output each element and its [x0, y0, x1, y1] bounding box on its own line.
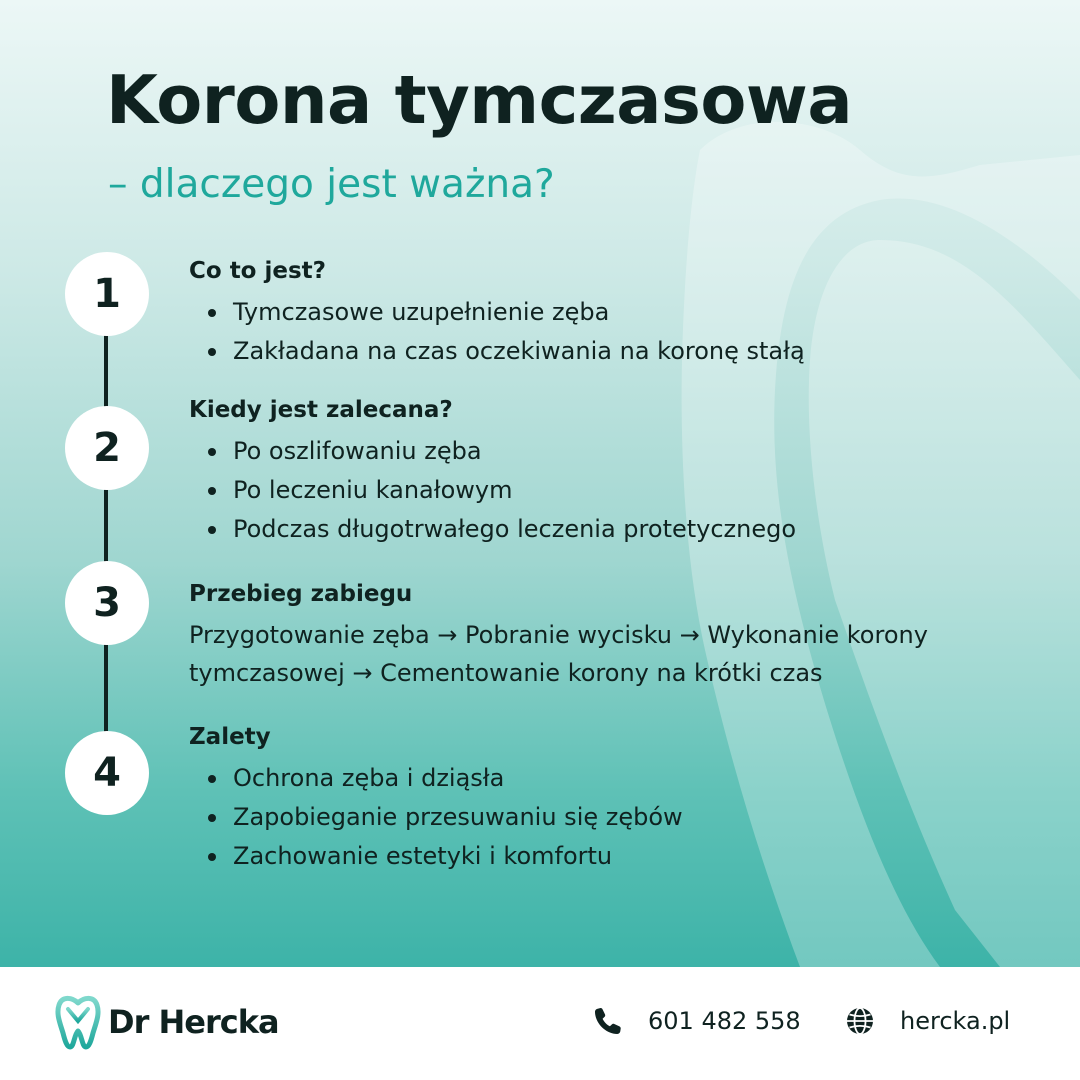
list-item: Podczas długotrwałego leczenia protetycznego [189, 510, 1009, 549]
section-when-recommended [189, 396, 1009, 549]
section-heading: Przebieg zabiegu [189, 581, 413, 607]
website-contact[interactable] [844, 1005, 1010, 1037]
section-procedure [189, 580, 1009, 692]
section-what-is-it [189, 257, 1009, 371]
bullet-list [189, 759, 1009, 876]
website-url: hercka.pl [900, 1007, 1011, 1035]
section-heading: Kiedy jest zalecana? [189, 397, 453, 423]
step-badge-4: 4 [65, 731, 149, 815]
step-badge-3: 3 [65, 561, 149, 645]
list-item: Zapobieganie przesuwaniu się zębów [189, 798, 1009, 837]
step-badge-2: 2 [65, 406, 149, 490]
page-subtitle: – dlaczego jest ważna? [108, 162, 555, 207]
globe-icon [844, 1005, 876, 1037]
phone-icon [592, 1005, 624, 1037]
procedure-steps-text: Przygotowanie zęba → Pobranie wycisku → Wykonanie korony tymczasowej → Cementowanie korony na krótki czas [189, 620, 928, 687]
list-item: Ochrona zęba i dziąsła [189, 759, 1009, 798]
phone-contact[interactable] [592, 1005, 801, 1037]
tooth-logo-icon [54, 993, 102, 1051]
section-heading: Zalety [189, 724, 271, 750]
footer-bar [0, 967, 1080, 1080]
list-item: Po oszlifowaniu zęba [189, 432, 1009, 471]
section-heading: Co to jest? [189, 258, 327, 284]
step-badge-1: 1 [65, 252, 149, 336]
brand-logo [54, 993, 279, 1051]
timeline-line [104, 300, 108, 770]
list-item: Zakładana na czas oczekiwania na koronę stałą [189, 332, 1009, 371]
section-advantages [189, 723, 1009, 876]
list-item: Zachowanie estetyki i komfortu [189, 837, 1009, 876]
phone-number: 601 482 558 [648, 1007, 801, 1035]
list-item: Po leczeniu kanałowym [189, 471, 1009, 510]
bullet-list [189, 293, 1009, 371]
bullet-list [189, 432, 1009, 549]
list-item: Tymczasowe uzupełnienie zęba [189, 293, 1009, 332]
page-title: Korona tymczasowa [106, 61, 853, 139]
brand-name: Dr Hercka [108, 1003, 279, 1041]
